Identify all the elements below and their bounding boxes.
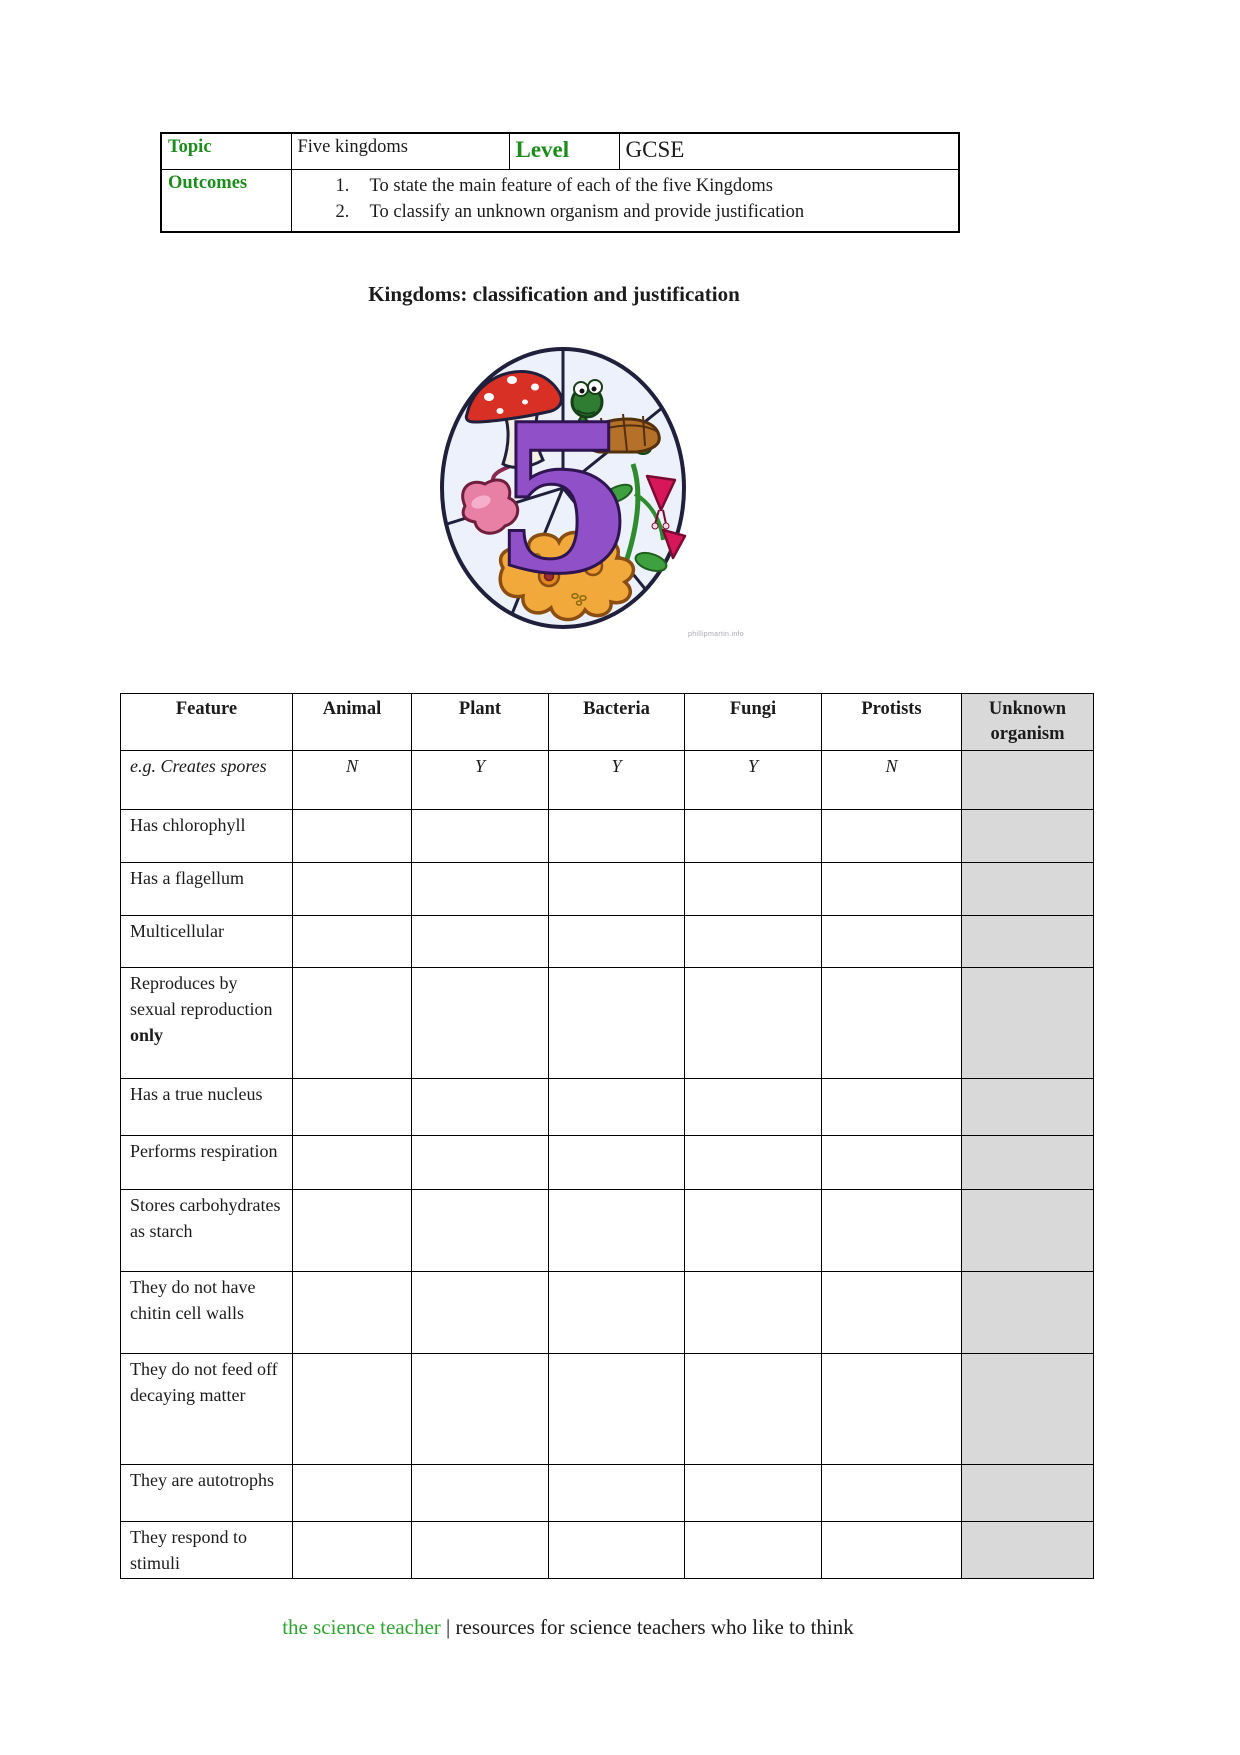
feature-cell: Has a true nucleus: [121, 1079, 293, 1136]
column-header-animal: Animal: [293, 694, 412, 751]
topic-level-table: [160, 132, 960, 233]
answer-cell: [412, 810, 549, 863]
answer-cell: [549, 1522, 685, 1579]
footer-brand: the science teacher: [282, 1615, 441, 1639]
answer-cell: [293, 1522, 412, 1579]
answer-cell: [412, 1522, 549, 1579]
answer-cell: [549, 1079, 685, 1136]
table-row: [121, 863, 1094, 916]
table-row: [121, 810, 1094, 863]
unknown-cell: [962, 1465, 1094, 1522]
answer-cell: [293, 1465, 412, 1522]
table-row: [121, 916, 1094, 968]
feature-cell: They respond to stimuli: [121, 1522, 293, 1579]
table-row: [121, 1354, 1094, 1465]
feature-cell: They do not have chitin cell walls: [121, 1272, 293, 1354]
answer-cell: [685, 1354, 822, 1465]
answer-cell: [822, 1190, 962, 1272]
answer-cell: [293, 968, 412, 1079]
answer-cell: [293, 1079, 412, 1136]
level-value: GCSE: [625, 137, 685, 162]
feature-table: [120, 693, 1094, 1579]
unknown-cell: [962, 1272, 1094, 1354]
column-header-unknown-organism: Unknown organism: [962, 694, 1094, 751]
answer-cell: [549, 916, 685, 968]
feature-cell: Multicellular: [121, 916, 293, 968]
table-row: [121, 1136, 1094, 1190]
answer-cell: [822, 863, 962, 916]
answer-cell: [412, 916, 549, 968]
answer-cell: [549, 863, 685, 916]
answer-cell: [685, 916, 822, 968]
answer-cell: [822, 1136, 962, 1190]
answer-cell: [549, 1136, 685, 1190]
feature-cell: Stores carbohydrates as starch: [121, 1190, 293, 1272]
footer-tagline: resources for science teachers who like to think: [455, 1615, 854, 1639]
unknown-cell: [962, 1354, 1094, 1465]
outcome-text: To state the main feature of each of the five Kingdoms: [369, 175, 774, 196]
feature-cell: Has chlorophyll: [121, 810, 293, 863]
unknown-cell: [962, 1522, 1094, 1579]
outcome-item: [298, 173, 953, 199]
answer-cell: [685, 968, 822, 1079]
answer-cell: [412, 968, 549, 1079]
answer-cell: [822, 1354, 962, 1465]
answer-cell: N: [293, 751, 412, 810]
table-row: [121, 751, 1094, 810]
answer-cell: [822, 1522, 962, 1579]
five-kingdoms-illustration: [437, 344, 690, 632]
answer-cell: [685, 1079, 822, 1136]
table-row: [121, 1522, 1094, 1579]
column-header-protists: Protists: [822, 694, 962, 751]
answer-cell: [685, 863, 822, 916]
answer-cell: [412, 1465, 549, 1522]
outcome-item: [298, 199, 953, 225]
answer-cell: [822, 1079, 962, 1136]
answer-cell: [412, 1190, 549, 1272]
answer-cell: [685, 1136, 822, 1190]
topic-value: Five kingdoms: [297, 137, 408, 157]
answer-cell: Y: [549, 751, 685, 810]
answer-cell: [822, 1465, 962, 1522]
clipart-watermark: phillipmartin.info: [688, 631, 744, 638]
feature-cell: They do not feed off decaying matter: [121, 1354, 293, 1465]
level-label: Level: [515, 137, 570, 162]
column-header-bacteria: Bacteria: [549, 694, 685, 751]
answer-cell: [685, 1272, 822, 1354]
feature-cell: Reproduces by sexual reproduction only: [121, 968, 293, 1079]
answer-cell: [685, 810, 822, 863]
feature-cell: Performs respiration: [121, 1136, 293, 1190]
answer-cell: [822, 968, 962, 1079]
footer-separator: |: [446, 1615, 451, 1639]
answer-cell: [685, 1465, 822, 1522]
unknown-cell: [962, 1136, 1094, 1190]
feature-cell: They are autotrophs: [121, 1465, 293, 1522]
answer-cell: Y: [412, 751, 549, 810]
outcomes-cell: [291, 169, 959, 232]
answer-cell: [822, 1272, 962, 1354]
unknown-cell: [962, 1190, 1094, 1272]
unknown-cell: [962, 968, 1094, 1079]
topic-label: Topic: [168, 137, 212, 157]
feature-cell: e.g. Creates spores: [121, 751, 293, 810]
answer-cell: [293, 863, 412, 916]
answer-cell: [293, 1354, 412, 1465]
answer-cell: [549, 1354, 685, 1465]
answer-cell: [685, 1190, 822, 1272]
answer-cell: [293, 1272, 412, 1354]
column-header-fungi: Fungi: [685, 694, 822, 751]
table-row: [121, 1272, 1094, 1354]
table-row: [121, 1079, 1094, 1136]
unknown-cell: [962, 863, 1094, 916]
outcome-text: To classify an unknown organism and provide justification: [369, 201, 805, 222]
answer-cell: [549, 1190, 685, 1272]
answer-cell: Y: [685, 751, 822, 810]
outcome-number: 2.: [335, 201, 350, 222]
page-title: Kingdoms: classification and justification: [368, 282, 740, 306]
answer-cell: [412, 1079, 549, 1136]
answer-cell: [293, 1136, 412, 1190]
table-row: [121, 1465, 1094, 1522]
footer: [0, 1615, 1136, 1640]
answer-cell: [412, 1136, 549, 1190]
unknown-cell: [962, 916, 1094, 968]
outcome-number: 1.: [335, 175, 350, 196]
number-five: 5: [494, 382, 634, 617]
table-row: [121, 968, 1094, 1079]
answer-cell: [549, 810, 685, 863]
answer-cell: [549, 1465, 685, 1522]
answer-cell: [412, 863, 549, 916]
answer-cell: [549, 968, 685, 1079]
answer-cell: [293, 1190, 412, 1272]
unknown-cell: [962, 810, 1094, 863]
answer-cell: [293, 810, 412, 863]
feature-cell: Has a flagellum: [121, 863, 293, 916]
answer-cell: [685, 1522, 822, 1579]
column-header-plant: Plant: [412, 694, 549, 751]
table-header-row: [121, 694, 1094, 751]
answer-cell: [549, 1272, 685, 1354]
unknown-cell: [962, 1079, 1094, 1136]
answer-cell: [822, 916, 962, 968]
outcomes-label: Outcomes: [168, 172, 248, 193]
unknown-cell: [962, 751, 1094, 810]
answer-cell: [293, 916, 412, 968]
answer-cell: N: [822, 751, 962, 810]
answer-cell: [412, 1272, 549, 1354]
table-row: [121, 1190, 1094, 1272]
answer-cell: [822, 810, 962, 863]
answer-cell: [412, 1354, 549, 1465]
column-header-feature: Feature: [121, 694, 293, 751]
